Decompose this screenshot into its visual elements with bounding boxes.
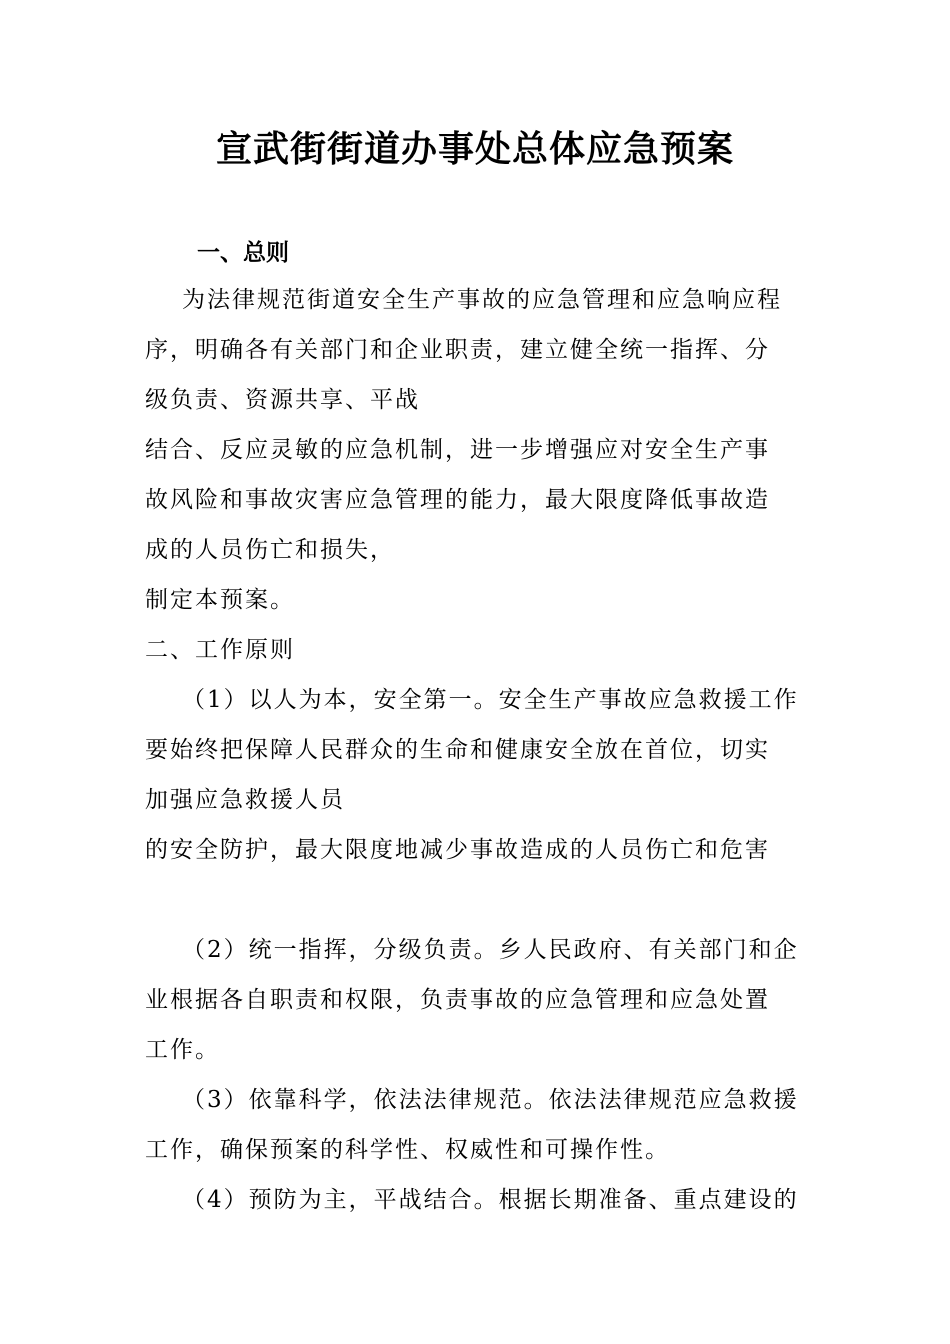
paragraph-line: 业根据各自职责和权限，负责事故的应急管理和应急处置 — [145, 987, 770, 1013]
paragraph-line: 成的人员伤亡和损失， — [145, 537, 395, 563]
paragraph-line: 制定本预案。 — [145, 587, 295, 613]
paragraph-line: 工作，确保预案的科学性、权威性和可操作性。 — [145, 1137, 670, 1163]
paragraph-line: 为法律规范街道安全生产事故的应急管理和应急响应程 — [182, 287, 782, 313]
paragraph-line: 的安全防护，最大限度地减少事故造成的人员伤亡和危害 — [145, 837, 770, 863]
paragraph-line: 加强应急救援人员 — [145, 787, 345, 813]
paragraph-line: （4）预防为主，平战结合。根据长期准备、重点建设的 — [182, 1187, 799, 1213]
section-heading-general: 一、总则 — [197, 240, 289, 266]
paragraph-line: 结合、反应灵敏的应急机制，进一步增强应对安全生产事 — [145, 437, 770, 463]
paragraph-line: 工作。 — [145, 1037, 220, 1063]
section-heading-principles: 二、工作原则 — [145, 637, 295, 663]
paragraph-line: （1）以人为本，安全第一。安全生产事故应急救援工作 — [182, 687, 799, 713]
paragraph-line: （2）统一指挥，分级负责。乡人民政府、有关部门和企 — [182, 937, 799, 963]
paragraph-line: 序，明确各有关部门和企业职责，建立健全统一指挥、分 — [145, 337, 770, 363]
document-title: 宣武街街道办事处总体应急预案 — [215, 129, 734, 170]
paragraph-line: 要始终把保障人民群众的生命和健康安全放在首位，切实 — [145, 737, 770, 763]
paragraph-line: （3）依靠科学，依法法律规范。依法法律规范应急救援 — [182, 1087, 799, 1113]
paragraph-line: 级负责、资源共享、平战 — [145, 387, 420, 413]
paragraph-line: 故风险和事故灾害应急管理的能力，最大限度降低事故造 — [145, 487, 770, 513]
